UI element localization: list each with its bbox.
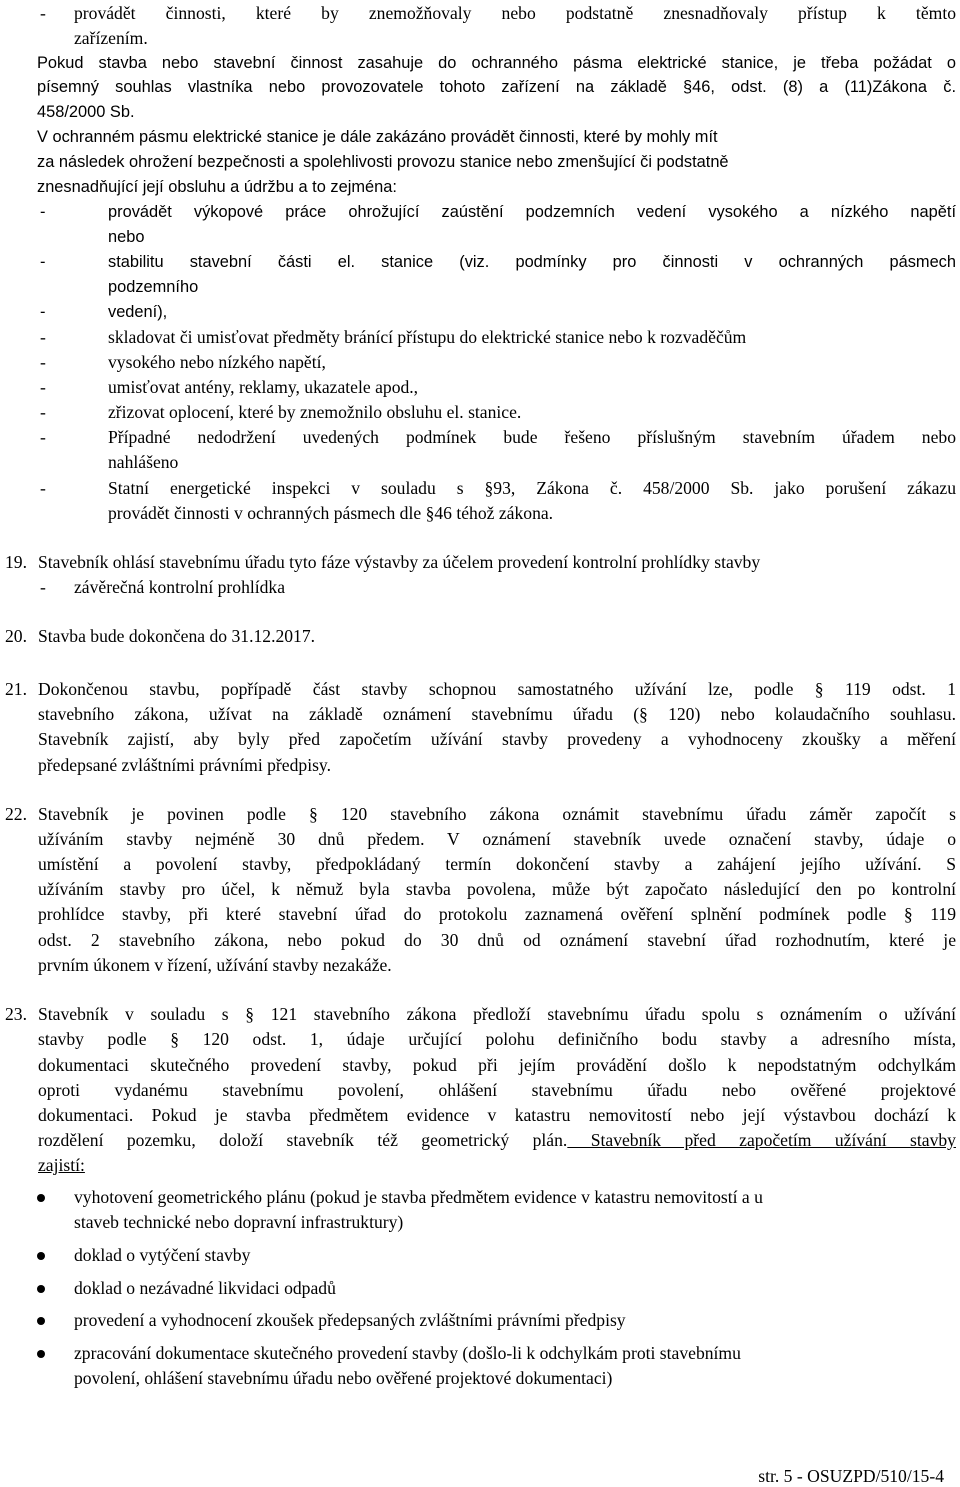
text-line: prohlídce stavby, při které stavební úřad do protokolu zaznamená ověření splnění podmínek podle § 119: [38, 904, 956, 924]
list-item: podzemního: [108, 278, 199, 296]
underlined-text: Stavebník před započetím užívání stavby: [567, 1130, 956, 1150]
bullet-dot: [37, 1194, 45, 1202]
text-line: Dokončenou stavbu, popřípadě část stavby schopnou samostatného užívání lze, podle § 119 odst. 1: [38, 679, 956, 699]
list-item: nahlášeno: [108, 452, 179, 472]
text-line: znesnadňující její obsluhu a údržbu a to zejména:: [37, 178, 397, 196]
list-dash: -: [40, 327, 46, 347]
list-dash: -: [40, 253, 46, 271]
text-line: Stavebník zajistí, aby byly před započetím užívání stavby provedeny a vyhodnoceny zkoušky a měření: [38, 729, 956, 749]
list-item: stabilitu stavební části el. stanice (viz. podmínky pro činnosti v ochranných pásmech: [108, 253, 956, 271]
text-line: Pokud stavba nebo stavební činnost zasahuje do ochranného pásma elektrické stanice, je třeba požádat o: [37, 54, 956, 72]
text-line: stavebního zákona, užívat na základě oznámení stavebnímu úřadu (§ 120) nebo kolaudačního souhlasu.: [38, 704, 956, 724]
list-item: umisťovat antény, reklamy, ukazatele apod.,: [108, 377, 419, 397]
item-number: 21.: [5, 679, 27, 699]
list-dash: -: [40, 3, 46, 23]
text-line: dokumentaci skutečného provedení stavby, pokud při jejím provádění došlo k nepodstatným odchylkám: [38, 1055, 956, 1075]
list-item: provádět činnosti v ochranných pásmech dle §46 téhož zákona.: [108, 503, 554, 523]
list-item: vysokého nebo nízkého napětí,: [108, 352, 326, 372]
text-line: [38, 1132, 956, 1150]
text-line: Stavebník ohlásí stavebnímu úřadu tyto fáze výstavby za účelem provedení kontrolní prohlídky stavby: [38, 552, 761, 572]
list-dash: -: [40, 352, 46, 372]
bullet-item: zpracování dokumentace skutečného provedení stavby (došlo-li k odchylkám proti stavebnímu: [74, 1343, 741, 1363]
list-dash: -: [40, 577, 46, 597]
text-segment: rozdělení pozemku, doloží stavebník též geometrický plán.: [38, 1130, 568, 1150]
bullet-item: provedení a vyhodnocení zkoušek předepsaných zvláštními právními předpisy: [74, 1310, 626, 1330]
list-dash: -: [40, 203, 46, 221]
list-item: Statní energetické inspekci v souladu s §93, Zákona č. 458/2000 Sb. jako porušení zákazu: [108, 478, 956, 498]
text-line: užíváním stavby pro účel, k němuž byla stavba povolena, může být započato následující den po kontrolní: [38, 879, 956, 899]
bullet-dot: [37, 1252, 45, 1260]
list-item: skladovat či umisťovat předměty bránící přístupu do elektrické stanice nebo k rozvaděčům: [108, 327, 747, 347]
text-line: dokumentaci. Pokud je stavba předmětem evidence v katastru nemovitostí nebo její výstavbou dochází k: [38, 1105, 956, 1125]
item-number: 19.: [5, 552, 27, 572]
text-line: Stavba bude dokončena do 31.12.2017.: [38, 626, 316, 646]
bullet-item: staveb technické nebo dopravní infrastruktury): [74, 1212, 404, 1232]
text-line: předepsané zvláštními právními předpisy.: [38, 755, 331, 775]
text-line: odst. 2 stavebního zákona, nebo pokud do 30 dnů od oznámení stavební úřad rozhodnutím, které je: [38, 930, 956, 950]
bullet-dot: [37, 1350, 45, 1358]
bullet-dot: [37, 1317, 45, 1325]
list-item: zřizovat oplocení, které by znemožnilo obsluhu el. stanice.: [108, 402, 522, 422]
text-line: 458/2000 Sb.: [37, 103, 135, 121]
page-footer: str. 5 - OSUZPD/510/15-4: [758, 1466, 944, 1486]
text-line: za následek ohrožení bezpečnosti a spolehlivosti provozu stanice nebo zmenšující či podstatně: [37, 153, 729, 171]
text-line: stavby podle § 120 odst. 1, údaje určující polohu definičního bodu stavby a adresního místa,: [38, 1029, 956, 1049]
text-line: oproti vydanému stavebnímu povolení, ohlášení stavebnímu úřadu nebo ověřené projektové: [38, 1080, 956, 1100]
list-item: Případné nedodržení uvedených podmínek bude řešeno příslušným stavebním úřadem nebo: [108, 427, 956, 447]
text-line: Stavebník je povinen podle § 120 stavebního zákona oznámit stavebnímu úřadu záměr započít s: [38, 804, 956, 824]
text-line: V ochranném pásmu elektrické stanice je dále zakázáno provádět činnosti, které by mohly mít: [37, 128, 718, 146]
bullet-item: doklad o vytýčení stavby: [74, 1245, 251, 1265]
list-item: závěrečná kontrolní prohlídka: [74, 577, 286, 597]
list-dash: -: [40, 427, 46, 447]
bullet-item: doklad o nezávadné likvidaci odpadů: [74, 1278, 336, 1298]
text-line: Stavebník v souladu s § 121 stavebního zákona předloží stavebnímu úřadu spolu s oznámením o užívání: [38, 1004, 956, 1024]
list-item: provádět výkopové práce ohrožující zaústění podzemních vedení vysokého a nízkého napětí: [108, 203, 956, 221]
list-dash: -: [40, 377, 46, 397]
text-line: písemný souhlas vlastníka nebo provozovatele tohoto zařízení na základě §46, odst. (8) a (11)Zákona č.: [37, 78, 956, 96]
list-item: nebo: [108, 228, 145, 246]
text-line: zařízením.: [74, 28, 148, 48]
list-dash: -: [40, 402, 46, 422]
underlined-text: zajistí:: [38, 1155, 85, 1175]
item-number: 20.: [5, 626, 27, 646]
bullet-item: povolení, ohlášení stavebnímu úřadu nebo ověřené projektové dokumentaci): [74, 1368, 613, 1388]
bullet-dot: [37, 1285, 45, 1293]
list-dash: -: [40, 478, 46, 498]
text-line: provádět činnosti, které by znemožňovaly nebo podstatně znesnadňovaly přístup k těmto: [74, 3, 956, 23]
list-item: vedení),: [108, 303, 168, 321]
text-line: prvním úkonem v řízení, užívání stavby nezakáže.: [38, 955, 392, 975]
text-line: užíváním stavby nejméně 30 dnů předem. V oznámení stavebník uvede označení stavby, údaje o: [38, 829, 956, 849]
list-dash: -: [40, 303, 46, 321]
item-number: 23.: [5, 1004, 27, 1024]
text-line: umístění a povolení stavby, předpokládaný termín dokončení stavby a zahájení jejího užívání. S: [38, 854, 956, 874]
item-number: 22.: [5, 804, 27, 824]
bullet-item: vyhotovení geometrického plánu (pokud je stavba předmětem evidence v katastru nemovitostí a u: [74, 1187, 763, 1207]
